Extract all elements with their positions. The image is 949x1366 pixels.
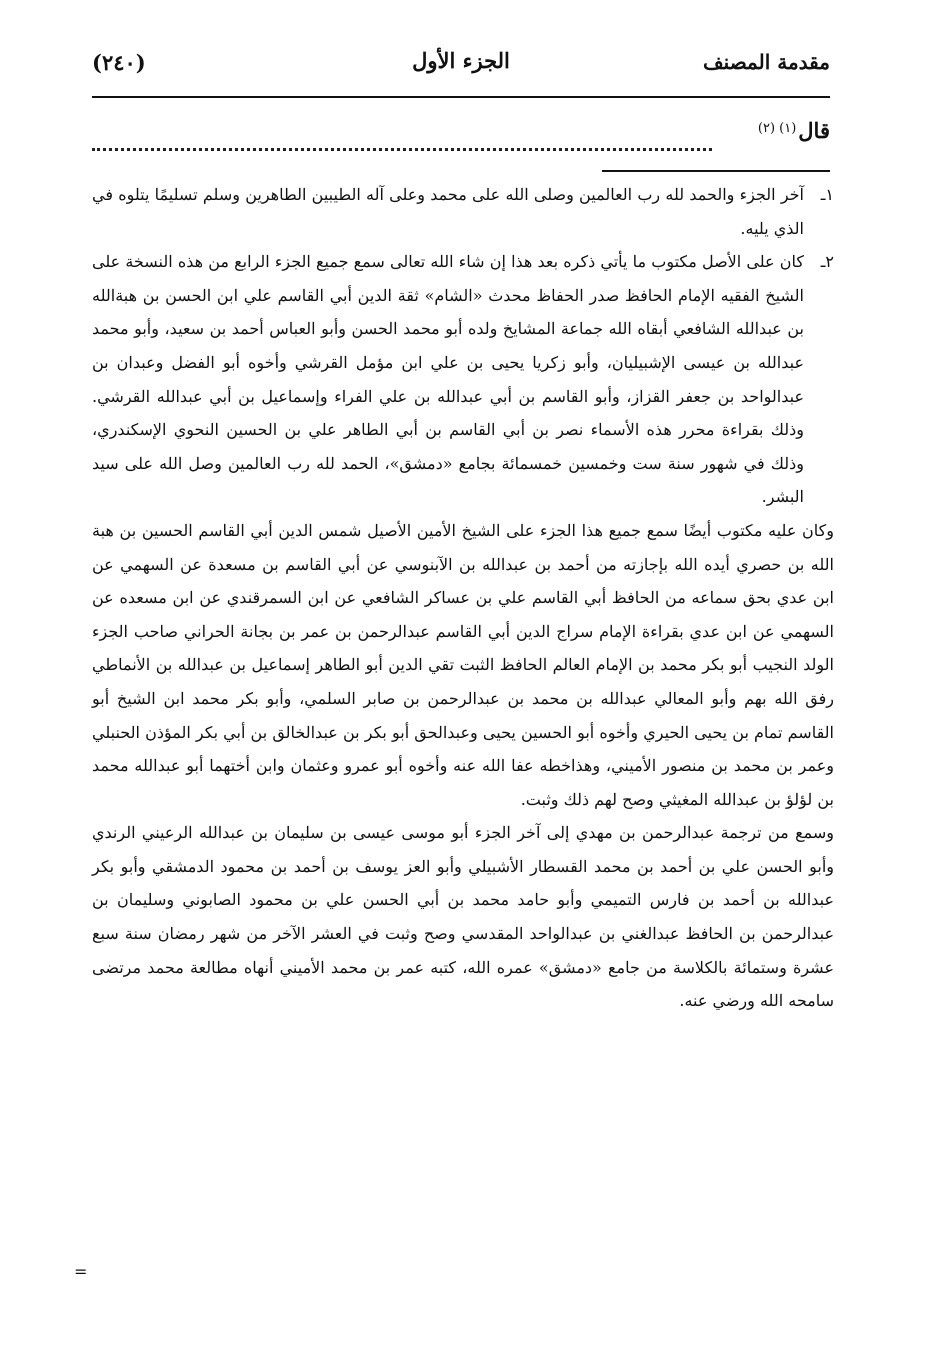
header-rule <box>92 96 830 98</box>
main-word: قال <box>798 118 830 143</box>
footnote-text: آخر الجزء والحمد لله رب العالمين وصلى الله على محمد وعلى آله الطيبين الطاهرين وسلم تسليمًا يتلوه في الذي يليه. <box>92 185 804 238</box>
running-header <box>92 44 830 94</box>
footnote-number: ٢ـ <box>820 252 834 272</box>
volume-title: الجزء الأول <box>412 48 510 73</box>
page-number: (٢٤٠) <box>92 50 146 75</box>
footnote-2 <box>92 245 834 514</box>
footnote-text: كان على الأصل مكتوب ما يأتي ذكره بعد هذا إن شاء الله تعالى سمع جميع الجزء الرابع من هذه النسخة على الشيخ الفقيه الإمام الحافظ صدر الحفاظ محدث «الشام» ثقة الدين أبي القاسم علي ابن الحسن بن هبةالله بن عبدالله الشافعي أبقاه الله جماعة المشايخ ولده أبو محمد الحسن وأبو العباس أحمد بن سعيد، وأبو محمد عبدالله بن عيسى الإشبيليان، وأبو زكريا يحيى بن علي ابن مؤمل القرشي وأخوه أبو الفضل وعبدان بن عبدالواحد بن جعفر القزاز، وأبو القاسم بن أبي عبدالله بن علي الفراء وإسماعيل بن أبي عبدالله القرشي. وذلك بقراءة محرر هذه الأسماء نصر بن أبي القاسم بن أبي الطاهر علي بن الحسين النحوي الإسكندري، وذلك في شهور سنة ست وخمسين خمسمائة بجامع «دمشق»، الحمد لله رب العالمين وصل الله على سيد البشر. <box>92 252 804 507</box>
omission-dots <box>92 138 712 151</box>
footnote-1 <box>92 178 834 245</box>
footnote-paragraph: وكان عليه مكتوب أيضًا سمع جميع هذا الجزء على الشيخ الأمين الأصيل شمس الدين أبي القاسم الحسين بن هبة الله بن حصري أيده الله بإجازته من أحمد بن عبدالله بن الآبنوسي عن أبي القاسم بن مسعدة عن السهمي عن ابن عدي بحق سماعه من الحافظ أبي القاسم علي بن عساكر الشافعي عن ابن السمرقندي عن ابن مسعده عن السهمي عن ابن عدي بقراءة الإمام سراج الدين أبي القاسم عبدالرحمن بن عمر بن بجانة الحراني صاحب الجزء الولد النجيب أبو بكر محمد بن الإمام العالم الحافظ الثبت تقي الدين أبو الطاهر إسماعيل بن عبدالله بن الأنماطي رفق الله بهم وأبو المعالي عبدالله بن محمد بن عبدالرحمن بن صابر السلمي، وأبو بكر محمد ابن الشيخ أبو القاسم تمام بن يحيى الحيري وأخوه أبو الحسين يحيى وعبدالحق أبو بكر بن عبدالخالق بن أبي بكر المؤذن الحنبلي وعمر بن محمد بن منصور الأميني، وهذاخطه عفا الله عنه وأخوه أبو عمرو وعثمان وابن أختهما أبو عبدالله محمد بن لؤلؤ بن عبدالله المغيثي وصح لهم ذلك وثبت. <box>92 520 835 809</box>
section-title: مقدمة المصنف <box>702 50 830 74</box>
footnote-paragraph: وسمع من ترجمة عبدالرحمن بن مهدي إلى آخر الجزء أبو موسى عيسى بن سليمان بن عبدالله الرعيني الرندي وأبو الحسن علي بن أحمد بن محمد القسطار الأشبيلي وأبو العز يوسف بن أحمد بن محمود الدمشقي وأبو بكر عبدالله بن أحمد بن فارس التميمي وأبو حامد محمد بن أبي الحسن علي بن محمود الصابوني وسليمان بن عبدالرحمن بن الحافظ عبدالغني بن عبدالواحد المقدسي وصح وثبت في العشر الآخر من شهر رمضان سنة سبع عشرة وستمائة بالكلاسة من جامع «دمشق» عمره الله، كتبه عمر بن محمد الأميني أنهاه مطالعة محمد مرتضى سامحه الله ورضي عنه. <box>92 823 835 1011</box>
footnote-refs: (١) (٢) <box>757 120 797 136</box>
margin-mark: = <box>74 1262 88 1281</box>
footnote-number: ١ـ <box>820 185 834 204</box>
footnotes <box>92 178 834 1018</box>
footnote-rule <box>602 170 830 172</box>
